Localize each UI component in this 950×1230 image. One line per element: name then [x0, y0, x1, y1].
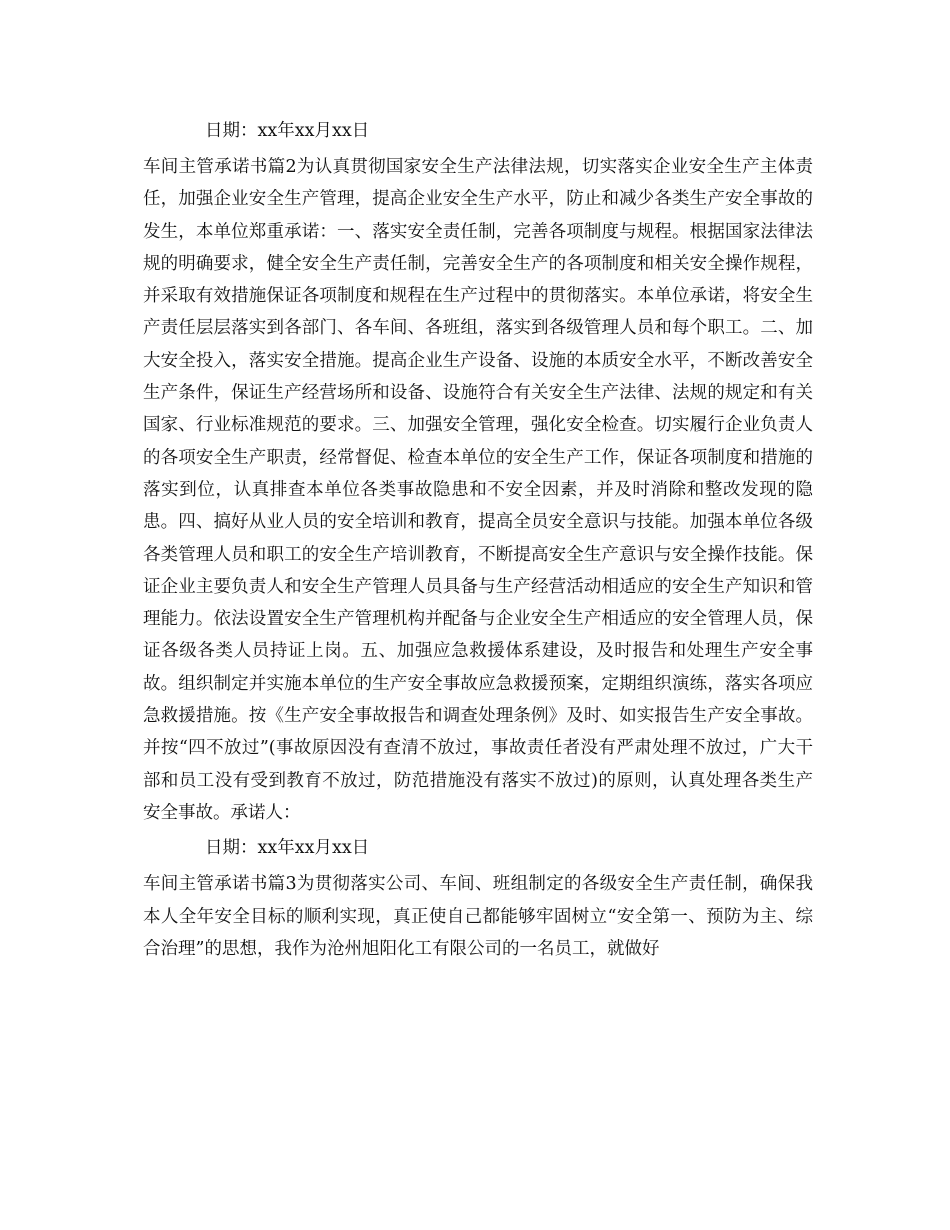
document-body — [143, 118, 813, 965]
date-line: 日期：xx年xx月xx日 — [205, 838, 370, 859]
date-line: 日期：xx年xx月xx日 — [205, 121, 370, 141]
commitment-paragraph-2: 车间主管承诺书篇2为认真贯彻国家安全生产法律法规，切实落实企业安全生产主体责任，加强企业安全生产管理，提高企业安全生产水平，防止和减少各类生产安全事故的发生，本单位郑重承诺：一、落实安全责任制，完善各项制度与规程。根据国家法律法规的明确要求，健全安全生产责任制，完善安全生产的各项制度和相关安全操作规程，并采取有效措施保证各项制度和规程在生产过程中的贯彻落实。本单位承诺，将安全生产责任层层落实到各部门、各车间、各班组，落实到各级管理人员和每个职工。二、加大安全投入，落实安全措施。提高企业生产设备、设施的本质安全水平，不断改善安全生产条件，保证生产经营场所和设备、设施符合有关安全生产法律、法规的规定和有关国家、行业标准规范的要求。三、加强安全管理，强化安全检查。切实履行企业负责人的各项安全生产职责，经常督促、检查本单位的安全生产工作，保证各项制度和措施的落实到位，认真排查本单位各类事故隐患和不安全因素，并及时消除和整改发现的隐患。四、搞好从业人员的安全培训和教育，提高全员安全意识与技能。加强本单位各级各类管理人员和职工的安全生产培训教育，不断提高安全生产意识与安全操作技能。保证企业主要负责人和安全生产管理人员具备与生产经营活动相适应的安全生产知识和管理能力。依法设置安全生产管理机构并配备与企业安全生产相适应的安全管理人员，保证各级各类人员持证上岗。五、加强应急救援体系建设，及时报告和处理生产安全事故。组织制定并实施本单位的生产安全事故应急救援预案，定期组织演练，落实各项应急救援措施。按《生产安全事故报告和调查处理条例》及时、如实报告生产安全事故。并按“四不放过”(事故原因没有查清不放过，事故责任者没有严肃处理不放过，广大干部和员工没有受到教育不放过，防范措施没有落实不放过)的原则，认真处理各类生产安全事故。承诺人： — [143, 157, 813, 823]
commitment-paragraph-3: 车间主管承诺书篇3为贯彻落实公司、车间、班组制定的各级安全生产责任制，确保我本人全年安全目标的顺利实现，真正使自己都能够牢固树立“安全第一、预防为主、综合治理”的思想，我作为沧州旭阳化工有限公司的一名员工，就做好 — [143, 874, 813, 959]
